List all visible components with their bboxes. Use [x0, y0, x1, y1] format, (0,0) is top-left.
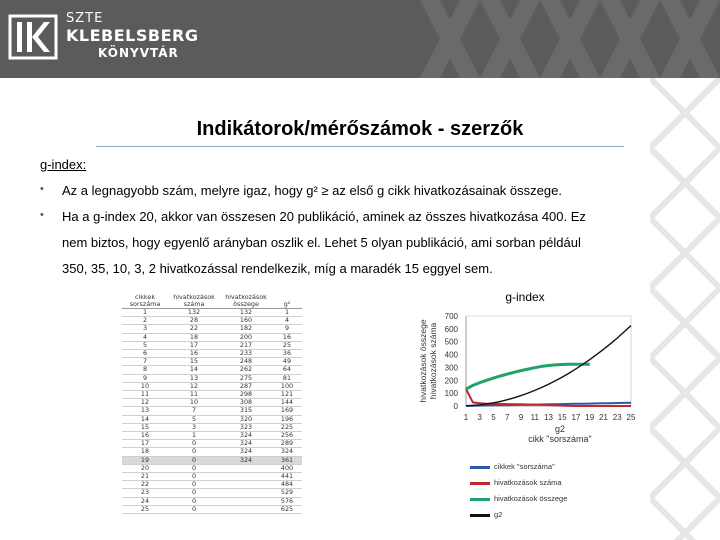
- cell-citation-count: 0: [168, 489, 220, 497]
- table-row: [122, 440, 302, 448]
- cell-article-number: 17: [122, 440, 168, 448]
- cell-article-number: 1: [122, 309, 168, 317]
- cell-article-number: 18: [122, 448, 168, 456]
- cell-citation-count: 132: [168, 309, 220, 317]
- series-line-2: [466, 364, 590, 389]
- cell-g-squared: 64: [272, 366, 302, 374]
- x-tick-label: 7: [505, 413, 510, 422]
- cell-g-squared: 576: [272, 497, 302, 505]
- legend-swatch: [470, 514, 490, 517]
- cell-article-number: 24: [122, 497, 168, 505]
- legend-item: [470, 478, 630, 494]
- cell-g-squared: 9: [272, 325, 302, 333]
- cell-citation-sum: 275: [220, 374, 272, 382]
- cell-citation-sum: 324: [220, 456, 272, 464]
- legend-item: [470, 462, 630, 478]
- cell-citation-sum: [220, 481, 272, 489]
- cell-g-squared: 256: [272, 432, 302, 440]
- cell-g-squared: 25: [272, 341, 302, 349]
- legend-label: g2: [494, 510, 503, 519]
- x-tick-label: 25: [626, 413, 636, 422]
- x-tick-label: 9: [518, 413, 524, 422]
- table-row: [122, 505, 302, 513]
- x-tick-label: 13: [544, 413, 553, 422]
- legend-swatch: [470, 498, 490, 501]
- cell-citation-count: 10: [168, 399, 220, 407]
- cell-citation-sum: 308: [220, 399, 272, 407]
- chart-x-axis-label: g2 cikk "sorszáma": [528, 424, 592, 444]
- table-row: [122, 407, 302, 415]
- chart-legend: [470, 462, 630, 526]
- cell-g-squared: 144: [272, 399, 302, 407]
- table-row: [122, 423, 302, 431]
- legend-label: hivatkozások száma: [494, 478, 562, 487]
- cell-citation-sum: 233: [220, 350, 272, 358]
- col-header-g-squared: g²: [272, 294, 302, 309]
- legend-label: hivatkozások összege: [494, 494, 568, 503]
- logo-line-2: KLEBELSBERG: [66, 26, 199, 45]
- cell-citation-count: 0: [168, 481, 220, 489]
- cell-citation-count: 12: [168, 382, 220, 390]
- table-row: [122, 325, 302, 333]
- cell-article-number: 7: [122, 358, 168, 366]
- cell-g-squared: 49: [272, 358, 302, 366]
- bullet-1-text: Az a legnagyobb szám, melyre igaz, hogy g² ≥ az első g cikk hivatkozásainak összege.: [62, 183, 562, 198]
- logo-line-1: SZTE: [66, 11, 104, 26]
- bullet-2-text: Ha a g-index 20, akkor van összesen 20 publikáció, aminek az összes hivatkozása 400. Ez: [62, 209, 586, 224]
- table-row: [122, 489, 302, 497]
- y-tick-label: 0: [453, 402, 458, 411]
- bullet-2-continuation-2: 350, 35, 10, 3, 2 hivatkozással rendelkezik, míg a maradék 15 eggyel sem.: [62, 261, 493, 276]
- table-row: [122, 497, 302, 505]
- table-row: [122, 366, 302, 374]
- library-name: [66, 12, 198, 59]
- cell-citation-sum: [220, 473, 272, 481]
- table-row: [122, 333, 302, 341]
- library-logo-icon: [8, 14, 58, 60]
- cell-citation-count: 13: [168, 374, 220, 382]
- cell-citation-count: 0: [168, 440, 220, 448]
- legend-item: [470, 494, 630, 510]
- legend-label: cikkek "sorszáma": [494, 462, 555, 471]
- cell-citation-count: 0: [168, 448, 220, 456]
- cell-article-number: 20: [122, 464, 168, 472]
- cell-citation-sum: 132: [220, 309, 272, 317]
- cell-g-squared: 625: [272, 505, 302, 513]
- cell-article-number: 3: [122, 325, 168, 333]
- header-lattice-decoration: [420, 0, 720, 78]
- table-row: [122, 415, 302, 423]
- x-tick-label: 5: [491, 413, 496, 422]
- cell-citation-count: 7: [168, 407, 220, 415]
- cell-article-number: 21: [122, 473, 168, 481]
- legend-item: [470, 510, 630, 526]
- x-tick-label: 15: [557, 413, 567, 422]
- table-row: [122, 464, 302, 472]
- table-row: [122, 448, 302, 456]
- cell-article-number: 9: [122, 374, 168, 382]
- cell-citation-sum: 298: [220, 391, 272, 399]
- cell-article-number: 10: [122, 382, 168, 390]
- cell-article-number: 14: [122, 415, 168, 423]
- cell-citation-count: 22: [168, 325, 220, 333]
- chart-title: g-index: [505, 290, 545, 304]
- table-row: [122, 358, 302, 366]
- col-header-article-number: cikkek sorszáma: [122, 294, 168, 309]
- cell-citation-count: 16: [168, 350, 220, 358]
- bullet-dot-icon: •: [40, 209, 44, 221]
- x-tick-label: 3: [477, 413, 482, 422]
- side-lattice-decoration: [650, 78, 720, 540]
- x-tick-label: 23: [612, 413, 622, 422]
- y-tick-label: 100: [444, 389, 458, 399]
- cell-g-squared: 169: [272, 407, 302, 415]
- cell-citation-sum: 323: [220, 423, 272, 431]
- cell-g-squared: 196: [272, 415, 302, 423]
- cell-article-number: 8: [122, 366, 168, 374]
- legend-swatch: [470, 466, 490, 469]
- cell-citation-count: 0: [168, 464, 220, 472]
- cell-citation-count: 17: [168, 341, 220, 349]
- cell-citation-sum: 324: [220, 440, 272, 448]
- table-row: [122, 473, 302, 481]
- cell-article-number: 23: [122, 489, 168, 497]
- cell-article-number: 11: [122, 391, 168, 399]
- cell-citation-sum: 287: [220, 382, 272, 390]
- table-row: [122, 309, 302, 317]
- cell-g-squared: 400: [272, 464, 302, 472]
- table-row: [122, 341, 302, 349]
- x-tick-label: 19: [585, 413, 595, 422]
- slide-title: Indikátorok/mérőszámok - szerzők: [196, 118, 524, 140]
- table-row: [122, 317, 302, 325]
- cell-g-squared: 361: [272, 456, 302, 464]
- cell-article-number: 25: [122, 505, 168, 513]
- cell-citation-count: 28: [168, 317, 220, 325]
- citation-table: [122, 293, 308, 513]
- y-tick-label: 300: [444, 363, 458, 373]
- x-tick-label: 11: [530, 413, 539, 422]
- bullet-2-continuation-1: nem biztos, hogy egyenlő arányban oszlik el. Lehet 5 olyan publikáció, ami sorban például: [62, 235, 581, 250]
- legend-swatch: [470, 482, 490, 485]
- table-row: [122, 391, 302, 399]
- table-row: [122, 382, 302, 390]
- cell-citation-count: 3: [168, 423, 220, 431]
- cell-citation-count: 15: [168, 358, 220, 366]
- cell-citation-count: 0: [168, 505, 220, 513]
- cell-citation-count: 14: [168, 366, 220, 374]
- cell-article-number: 13: [122, 407, 168, 415]
- cell-citation-sum: 248: [220, 358, 272, 366]
- cell-article-number: 5: [122, 341, 168, 349]
- cell-citation-count: 11: [168, 391, 220, 399]
- cell-citation-sum: 200: [220, 333, 272, 341]
- cell-citation-count: 0: [168, 497, 220, 505]
- cell-citation-count: 0: [168, 456, 220, 464]
- title-divider: [96, 146, 624, 147]
- cell-g-squared: 441: [272, 473, 302, 481]
- logo-line-3: KÖNYVTÁR: [98, 46, 179, 60]
- x-tick-label: 1: [463, 413, 469, 422]
- y-tick-label: 200: [444, 376, 458, 386]
- y-tick-label: 400: [444, 350, 458, 360]
- cell-g-squared: 225: [272, 423, 302, 431]
- cell-citation-sum: [220, 489, 272, 497]
- y-tick-label: 700: [444, 312, 458, 321]
- cell-g-squared: 4: [272, 317, 302, 325]
- table-row: [122, 481, 302, 489]
- table-row: [122, 432, 302, 440]
- cell-citation-sum: 320: [220, 415, 272, 423]
- y-tick-label: 600: [444, 324, 458, 334]
- cell-g-squared: 289: [272, 440, 302, 448]
- cell-g-squared: 36: [272, 350, 302, 358]
- cell-citation-sum: 182: [220, 325, 272, 333]
- cell-g-squared: 81: [272, 374, 302, 382]
- cell-article-number: 19: [122, 456, 168, 464]
- cell-citation-sum: [220, 497, 272, 505]
- col-header-citation-count: hivatkozások száma: [168, 294, 220, 309]
- header-banner: [0, 0, 720, 78]
- cell-citation-sum: [220, 505, 272, 513]
- cell-g-squared: 484: [272, 481, 302, 489]
- cell-citation-sum: [220, 464, 272, 472]
- cell-citation-count: 18: [168, 333, 220, 341]
- cell-g-squared: 529: [272, 489, 302, 497]
- cell-article-number: 15: [122, 423, 168, 431]
- cell-citation-count: 0: [168, 473, 220, 481]
- cell-citation-sum: 160: [220, 317, 272, 325]
- x-tick-label: 21: [599, 413, 608, 422]
- cell-citation-sum: 324: [220, 432, 272, 440]
- bullet-dot-icon: •: [40, 183, 44, 195]
- table-row: [122, 399, 302, 407]
- cell-citation-sum: 315: [220, 407, 272, 415]
- cell-article-number: 22: [122, 481, 168, 489]
- x-tick-label: 17: [571, 413, 581, 422]
- cell-citation-sum: 262: [220, 366, 272, 374]
- section-label: g-index:: [40, 157, 87, 172]
- cell-citation-sum: 324: [220, 448, 272, 456]
- cell-citation-count: 1: [168, 432, 220, 440]
- table-row: [122, 350, 302, 358]
- table-row: [122, 456, 302, 464]
- col-header-citation-sum: hivatkozások összege: [220, 294, 272, 309]
- cell-g-squared: 100: [272, 382, 302, 390]
- cell-article-number: 16: [122, 432, 168, 440]
- y-tick-label: 500: [444, 337, 458, 347]
- cell-article-number: 2: [122, 317, 168, 325]
- cell-g-squared: 324: [272, 448, 302, 456]
- cell-article-number: 4: [122, 333, 168, 341]
- cell-citation-count: 5: [168, 415, 220, 423]
- cell-article-number: 12: [122, 399, 168, 407]
- table-row: [122, 374, 302, 382]
- chart-y-axis-label: hivatkozások összege hivatkozások száma: [418, 319, 438, 403]
- cell-g-squared: 16: [272, 333, 302, 341]
- cell-article-number: 6: [122, 350, 168, 358]
- cell-g-squared: 1: [272, 309, 302, 317]
- cell-citation-sum: 217: [220, 341, 272, 349]
- cell-g-squared: 121: [272, 391, 302, 399]
